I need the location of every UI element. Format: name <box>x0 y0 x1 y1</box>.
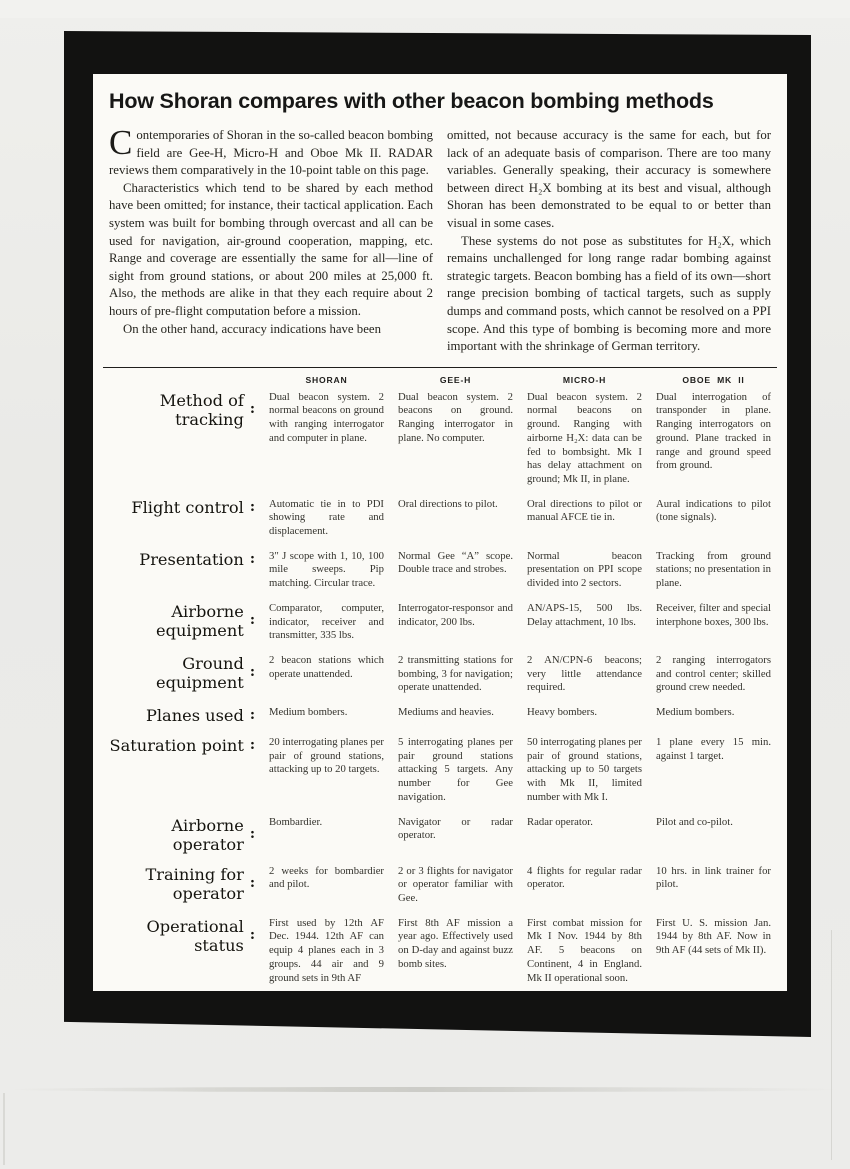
row-label <box>109 736 255 755</box>
table-cell: Dual beacon system. 2 beacons on ground. Ranging interrogator in plane. No computer. <box>398 390 513 444</box>
table-cell: Radar operator. <box>527 815 593 828</box>
row-label-text: Airborne operator <box>171 815 244 854</box>
scan-smudge-artifact <box>10 1087 840 1092</box>
intro-section <box>109 123 771 356</box>
table-cell: First used by 12th AF Dec. 1944. 12th AF can equip 4 planes each in 3 groups. 44 air and 9 ground sets in 9th AF <box>269 916 384 984</box>
row-colon: : <box>249 875 255 892</box>
row-colon: : <box>249 826 255 843</box>
table-cell: Bombardier. <box>269 815 323 828</box>
paragraph-right-2: These systems do not pose as substitutes for H₂X, which remains unchallenged for long range radar bombing against strategic targets. Beacon bombing has a field of its own—short range precision bombing of tactical targets, such as supply dumps and command posts, which cannot be resolved on a PPI scope. And this type of bombing is becoming more and more important with the shrinkage of German territory. <box>447 233 771 354</box>
table-cell: 5 interrogating planes per pair ground stations attacking 5 targets. Any number for Gee navigation. <box>398 736 513 803</box>
table-cell: Receiver, filter and special interphone boxes, 300 lbs. <box>656 601 771 628</box>
row-label-text: Method of tracking <box>159 390 244 429</box>
column-header-oboe-mk-ii: OBOE MK II <box>682 374 745 385</box>
row-label-text: Operational status <box>146 916 244 955</box>
row-colon: : <box>249 737 255 754</box>
table-cell: First 8th AF mission a year ago. Effectively used on D-day and against buzz bomb sites. <box>398 916 513 970</box>
table-row-ground-equipment <box>109 654 771 695</box>
table-cell: Oral directions to pilot. <box>398 497 498 510</box>
table-cell: 3″ J scope with 1, 10, 100 mile sweeps. Pip matching. Circular trace. <box>269 549 384 590</box>
row-colon: : <box>249 927 255 944</box>
table-cell: Normal beacon presentation on PPI scope divided into 2 sectors. <box>527 549 642 590</box>
row-colon: : <box>249 550 255 567</box>
table-cell: AN/APS-15, 500 lbs. Delay attachment, 10 lbs. <box>527 601 642 628</box>
table-row-operational-status <box>109 917 771 986</box>
row-label <box>109 917 255 955</box>
drop-cap: C <box>109 123 133 162</box>
row-label <box>109 706 255 725</box>
row-label-text: Presentation <box>139 549 244 569</box>
row-label <box>109 654 255 692</box>
table-cell: 2 weeks for bombardier and pilot. <box>269 864 384 891</box>
table-cell: 2 AN/CPN-6 beacons; very little attendance required. <box>527 653 642 694</box>
row-label-text: Planes used <box>145 706 244 726</box>
scan-edge-mark <box>3 1093 5 1165</box>
table-cell: Interrogator-responsor and indicator, 200 lbs. <box>398 601 513 628</box>
table-cell: Medium bombers. <box>269 706 348 719</box>
table-row-presentation <box>109 550 771 591</box>
paragraph-left-2: Characteristics which tend to be shared by each method have been omitted; for instance, their tactical application. Each system was built for bombing through overcast and all can be used for navigation, air-ground cooperation, mapping, etc. Range and coverage are essentially the same for all—line of sight from ground stations, or about 200 miles at 25,000 ft. Also, the methods are alike in that they each require about 2 hours of pre-flight computation before a mission. <box>109 180 433 318</box>
row-label <box>109 550 255 569</box>
row-colon: : <box>249 612 255 629</box>
table-row-method-of-tracking <box>109 391 771 487</box>
paragraph-left-1 <box>109 123 433 180</box>
table-cell: Heavy bombers. <box>527 706 598 719</box>
table-row-flight-control <box>109 498 771 539</box>
intro-right-column <box>447 127 771 356</box>
table-cell: Comparator, computer, indicator, receiver and transmitter, 335 lbs. <box>269 601 384 642</box>
paragraph-left-1-text: ontemporaries of Shoran in the so-called beacon bombing field are Gee-H, Micro-H and Oboe Mk II. RADAR reviews them comparatively in the 10-point table on this page. <box>109 128 433 178</box>
table-cell: 2 transmitting stations for bombing, 3 for navigation; operate unattended. <box>398 653 513 694</box>
intro-left-column <box>109 123 433 356</box>
row-label <box>109 816 255 854</box>
table-cell: Automatic tie in to PDI showing rate and displacement. <box>269 497 384 538</box>
table-cell: 2 ranging interrogators and control center; skilled ground crew needed. <box>656 653 771 694</box>
table-cell: Pilot and co-pilot. <box>656 815 733 828</box>
row-colon: : <box>249 664 255 681</box>
table-header-row <box>109 375 771 385</box>
paragraph-right-1: omitted, not because accuracy is the same for each, but for lack of an adequate basis of comparison. There are too many variables. Generally speaking, their accuracy is somewhere between direct H₂X bombing at its best and visual, although Shoran has been demonstrated to be equal to or better than visual in some cases. <box>447 128 771 230</box>
table-cell: Oral directions to pilot or manual AFCE tie in. <box>527 497 642 524</box>
comparison-table <box>109 375 771 986</box>
table-cell: 20 interrogating planes per pair of ground stations, attacking up to 20 targets. <box>269 736 384 776</box>
table-cell: Mediums and heavies. <box>398 706 494 719</box>
table-cell: Dual beacon system. 2 normal beacons on ground with ranging interrogator and computer in plane. <box>269 390 384 444</box>
document-page <box>93 74 787 991</box>
table-cell: 50 interrogating planes per pair of ground stations, attacking up to 50 targets with Mk II, limited number with Mk I. <box>527 736 642 803</box>
table-cell: Normal Gee “A” scope. Double trace and strobes. <box>398 549 513 576</box>
table-cell: First U. S. mission Jan. 1944 by 8th AF. Now in 9th AF (44 sets of Mk II). <box>656 916 771 957</box>
row-colon: : <box>249 498 255 515</box>
row-label <box>109 498 255 517</box>
row-colon: : <box>249 707 255 724</box>
row-label-text: Saturation point <box>109 736 244 756</box>
table-row-airborne-operator <box>109 816 771 854</box>
table-row-training-for-operator <box>109 865 771 906</box>
column-header-shoran: SHORAN <box>305 374 348 385</box>
column-header-gee-h: GEE-H <box>439 374 472 385</box>
table-cell: Dual interrogation of transponder in plane. Ranging interrogators on ground. Plane tracked in range and ground speed from ground. <box>656 390 771 472</box>
table-row-saturation-point <box>109 736 771 805</box>
table-row-planes-used <box>109 706 771 725</box>
row-label <box>109 865 255 903</box>
table-cell: First combat mission for Mk I Nov. 1944 by 8th AF. 5 beacons on Continent, 4 in England. Mk II operational soon. <box>527 916 642 984</box>
table-cell: 4 flights for regular radar operator. <box>527 864 642 891</box>
table-cell: Dual beacon system. 2 normal beacons on ground. Ranging with airborne H₂X: data can be fed to bombsight. Mk I has delay attachment on ground; Mk II, in plane. <box>527 390 642 485</box>
table-cell: 2 or 3 flights for navigator or operator familiar with Gee. <box>398 864 513 904</box>
table-cell: Aural indications to pilot (tone signals). <box>656 497 771 524</box>
scan-scratch-artifact <box>831 930 832 1160</box>
paragraph-left-3: On the other hand, accuracy indications have been <box>123 321 381 336</box>
table-cell: Medium bombers. <box>656 706 735 719</box>
row-label-text: Training for operator <box>145 864 244 903</box>
section-divider <box>103 367 777 368</box>
table-cell: 1 plane every 15 min. against 1 target. <box>656 736 771 762</box>
row-label-text: Airborne equipment <box>156 601 244 640</box>
row-label <box>109 602 255 640</box>
row-label-text: Ground equipment <box>156 653 244 692</box>
table-row-airborne-equipment <box>109 602 771 643</box>
table-cell: 10 hrs. in link trainer for pilot. <box>656 864 771 891</box>
table-cell: Tracking from ground stations; no presentation in plane. <box>656 549 771 590</box>
table-cell: Navigator or radar operator. <box>398 815 513 842</box>
row-label <box>109 391 255 429</box>
column-header-micro-h: MICRO-H <box>562 374 607 385</box>
scan-edge-strip <box>0 0 850 18</box>
row-label-text: Flight control <box>131 497 244 517</box>
page-title: How Shoran compares with other beacon bombing methods <box>109 89 714 113</box>
table-cell: 2 beacon stations which operate unattended. <box>269 653 384 680</box>
row-colon: : <box>249 401 255 418</box>
